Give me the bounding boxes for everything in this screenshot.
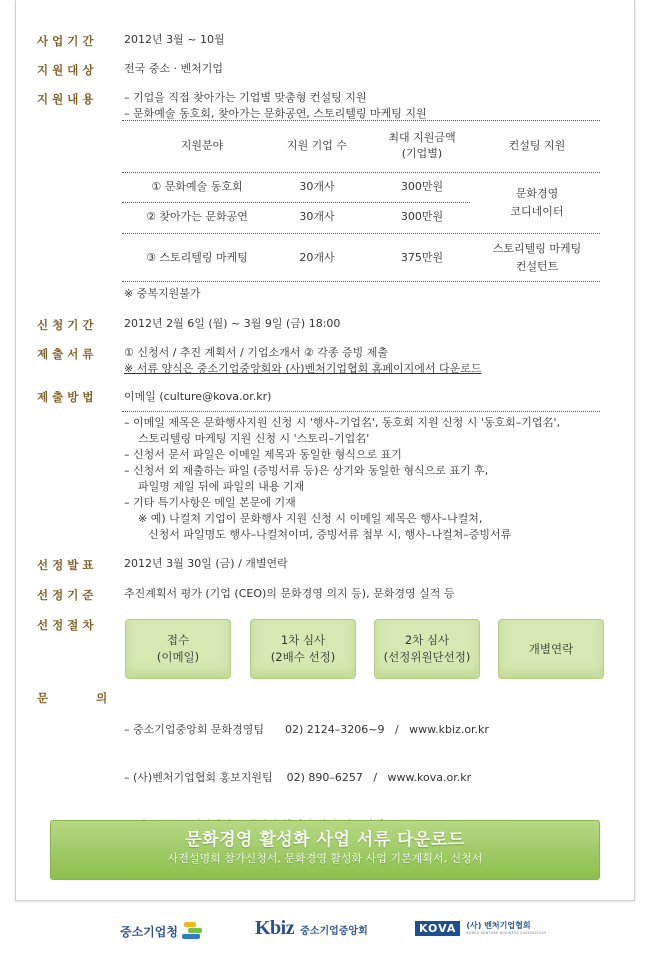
criteria-label: 선 정 기 준 <box>37 588 94 602</box>
table-divider <box>122 202 470 203</box>
step-sub: (선정위원단선정) <box>383 650 471 664</box>
smba-logo-text: 중소기업청 <box>120 924 178 939</box>
content-note: ※ 중복지원불가 <box>124 287 201 300</box>
procedure-step-second-review <box>374 619 480 679</box>
kova-logo-text: (사) 벤처기업협회 <box>466 921 531 930</box>
announce-value: 2012년 3월 30일 (금) / 개별연락 <box>124 557 288 570</box>
target-label: 지 원 대 상 <box>37 63 94 77</box>
table-cell: ① 문화예술 동호회 <box>151 180 243 193</box>
docs-note[interactable]: ※ 서류 양식은 중소기업중앙회와 (사)벤처기업협회 홈페이지에서 다운로드 <box>124 362 482 375</box>
procedure-step-receipt <box>125 619 231 679</box>
table-cell: 컨설턴트 <box>515 260 559 273</box>
smba-logo[interactable] <box>120 922 204 940</box>
inquiry-label: 문 의 <box>37 691 108 705</box>
announce-label: 선 정 발 표 <box>37 558 94 572</box>
method-line: 스토리텔링 마케팅 지원 신청 시 '스토리–기업名' <box>138 432 370 445</box>
table-cell: 스토리텔링 마케팅 <box>492 242 582 255</box>
inquiry-line[interactable]: – 중소기업중앙회 문화경영팀 02) 2124–3206~9 / www.kbiz.or.kr <box>124 723 489 736</box>
step-sub: (이메일) <box>156 650 200 664</box>
table-header: 지원 기업 수 <box>286 139 348 152</box>
table-header: 지원분야 <box>180 139 224 152</box>
smba-mark-icon <box>182 922 204 940</box>
method-line: 신청서 파일명도 행사–나컬쳐이며, 증빙서류 첨부 시, 행사–나컬쳐–증빙서류 <box>148 528 512 541</box>
table-cell: 375만원 <box>400 251 444 264</box>
download-subtitle: 사전설명회 참가신청서, 문화경영 활성화 사업 기본계획서, 신청서 <box>167 852 483 865</box>
content-line: – 문화예술 동호회, 찾아가는 문화공연, 스토리텔링 마케팅 지원 <box>124 107 427 120</box>
kova-logo-subtext: KOREA VENTURE BUSINESS ASSOCIATION <box>466 931 547 935</box>
method-line: – 이메일 제목은 문화행사지원 신청 시 '행사–기업名', 동호회 지원 신청 시 '동호회–기업名', <box>124 416 561 429</box>
step-title: 2차 심사 <box>404 633 450 647</box>
table-cell: 20개사 <box>299 251 335 264</box>
target-value: 전국 중소 · 벤처기업 <box>124 62 223 75</box>
apply-value: 2012년 2월 6일 (월) ~ 3월 9일 (금) 18:00 <box>124 317 341 330</box>
table-cell: 300만원 <box>400 210 444 223</box>
method-line: – 신청서 외 제출하는 파일 (증빙서류 등)은 상기와 동일한 형식으로 표기 후, <box>124 464 489 477</box>
table-divider <box>122 172 600 173</box>
method-line: – 신청서 문서 파일은 이메일 제목과 동일한 형식으로 표기 <box>124 448 402 461</box>
procedure-label: 선 정 절 차 <box>37 618 94 632</box>
procedure-step-first-review <box>250 619 356 679</box>
table-cell: 코디네이터 <box>510 205 564 218</box>
download-button[interactable] <box>50 820 600 880</box>
table-header: 최대 지원금액 <box>388 131 456 144</box>
inquiry-line[interactable]: – (사)벤처기업협회 홍보지원팀 02) 890–6257 / www.kova.or.kr <box>124 771 472 784</box>
method-lines <box>124 415 560 543</box>
table-cell: 30개사 <box>299 180 335 193</box>
download-title: 문화경영 활성화 사업 서류 다운로드 <box>185 830 465 850</box>
content-label: 지 원 내 용 <box>37 92 94 106</box>
criteria-value: 추진계획서 평가 (기업 (CEO)의 문화경영 의지 등), 문화경영 실적 등 <box>124 587 455 600</box>
kbiz-logo-text: 중소기업중앙회 <box>300 926 368 937</box>
method-line: – 기타 특기사항은 메일 본문에 기재 <box>124 496 296 509</box>
table-cell: 문화경영 <box>515 187 559 200</box>
step-title: 1차 심사 <box>280 633 326 647</box>
method-email: 이메일 (culture@kova.or.kr) <box>124 390 272 403</box>
method-line: 파일명 제일 뒤에 파일의 내용 기재 <box>138 480 305 493</box>
method-label: 제 출 방 법 <box>37 390 94 404</box>
procedure-step-contact <box>498 619 604 679</box>
content-lines <box>124 90 427 122</box>
docs-line: ① 신청서 / 추진 계획서 / 기업소개서 ② 각종 증빙 제출 <box>124 346 388 359</box>
table-divider <box>122 281 600 282</box>
table-cell: ② 찾아가는 문화공연 <box>146 210 248 223</box>
docs-lines <box>124 345 482 377</box>
apply-label: 신 청 기 간 <box>37 318 94 332</box>
step-title: 접수 <box>166 633 190 647</box>
kova-logo[interactable] <box>415 921 546 936</box>
method-line: ※ 예) 나컬쳐 기업이 문화행사 지원 신청 시 이메일 제목은 행사–나컬쳐, <box>138 512 483 525</box>
table-header: (기업별) <box>401 147 443 160</box>
table-divider <box>122 233 600 234</box>
step-title: 개별연락 <box>528 641 574 656</box>
table-cell: 300만원 <box>400 180 444 193</box>
table-header: 컨설팅 지원 <box>508 139 566 152</box>
table-cell: 30개사 <box>299 210 335 223</box>
kbiz-mark: Kbiz <box>255 917 295 939</box>
step-sub: (2배수 선정) <box>270 650 336 664</box>
kbiz-logo[interactable] <box>255 917 368 940</box>
footer <box>0 905 650 957</box>
docs-label: 제 출 서 류 <box>37 347 94 361</box>
kova-mark: KOVA <box>415 921 460 936</box>
table-cell: ③ 스토리텔링 마케팅 <box>146 251 248 264</box>
period-label: 사 업 기 간 <box>37 34 94 48</box>
method-divider <box>122 411 600 412</box>
table-divider <box>122 120 600 121</box>
content-line: – 기업을 직접 찾아가는 기업별 맞춤형 컨설팅 지원 <box>124 91 367 104</box>
period-value: 2012년 3월 ~ 10월 <box>124 33 225 46</box>
